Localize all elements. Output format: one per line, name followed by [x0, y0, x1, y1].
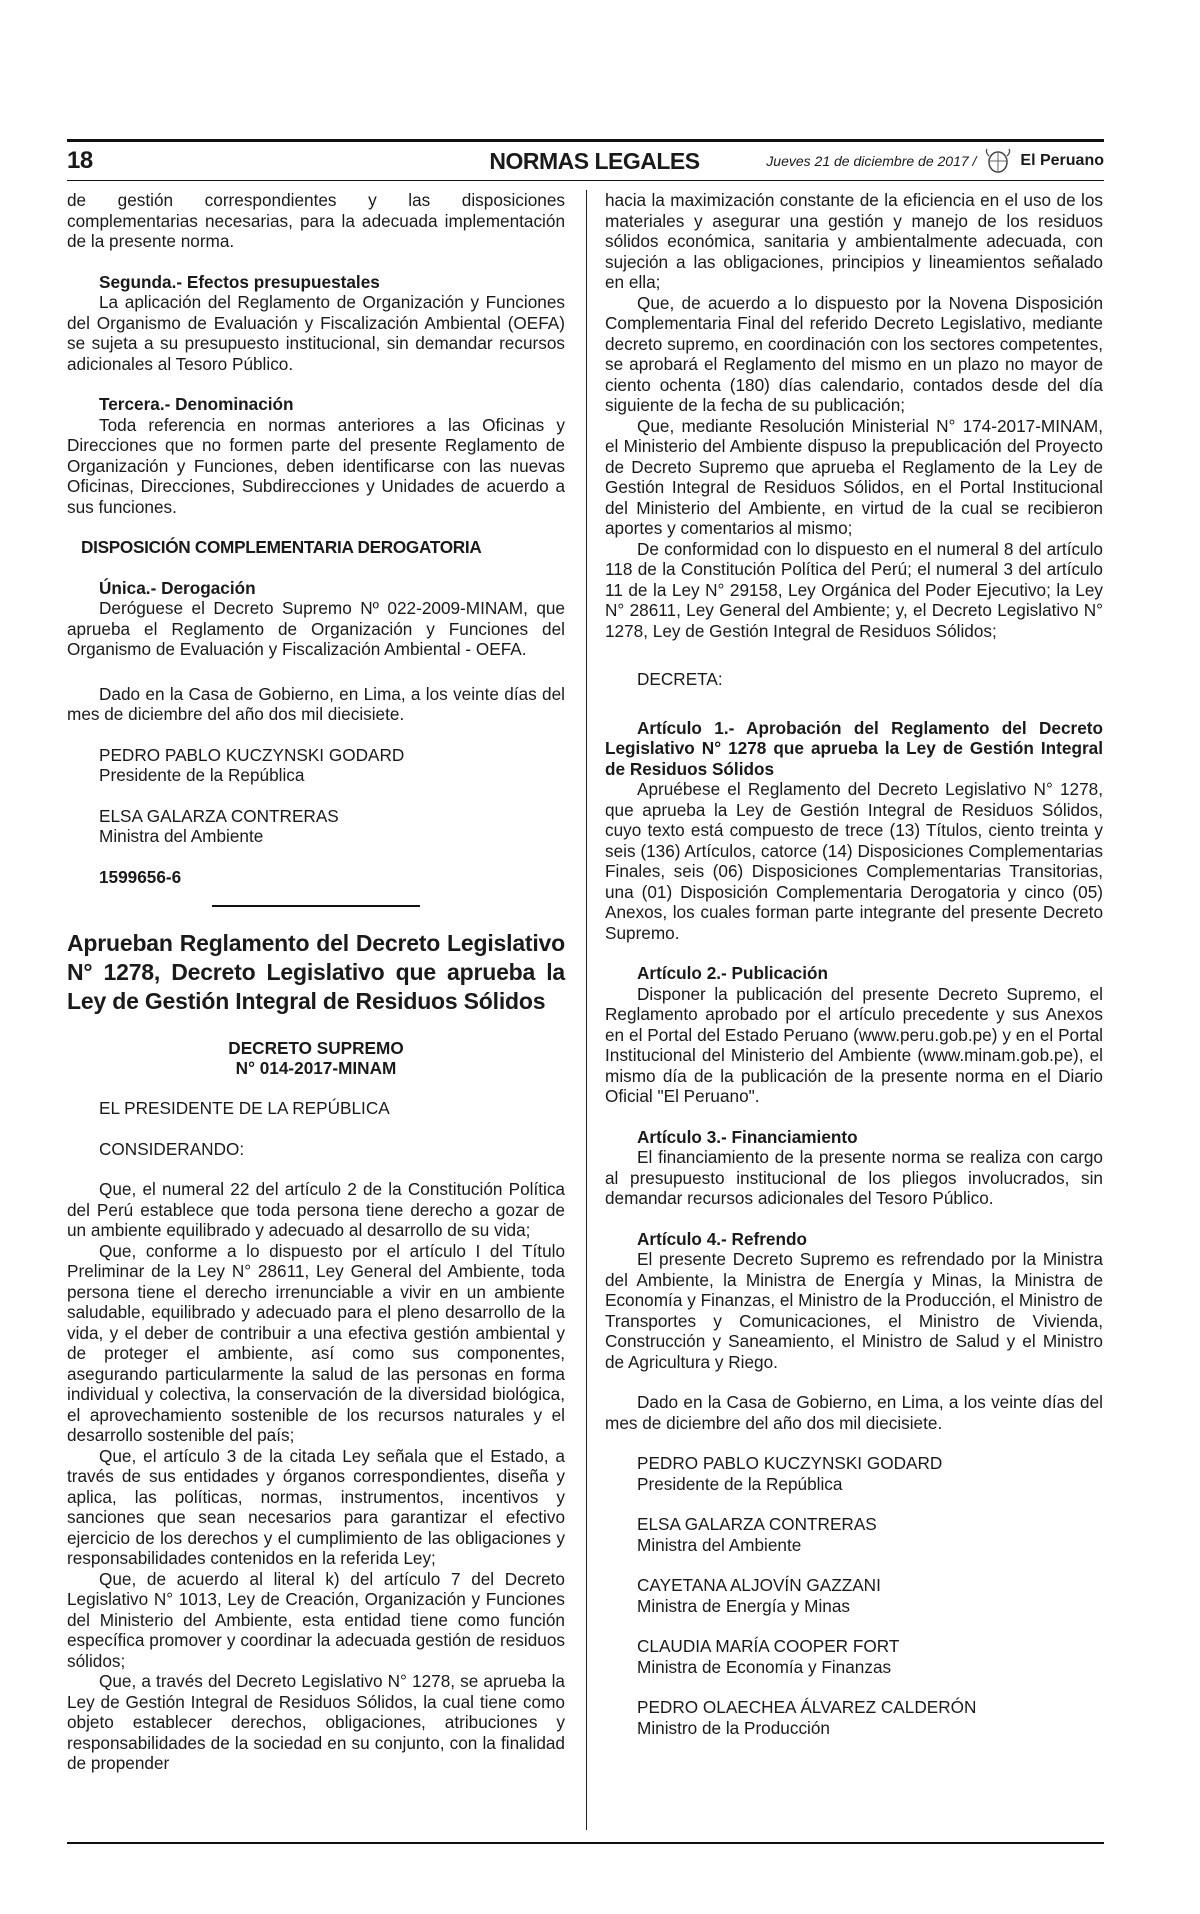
recital-paragraph: Que, el artículo 3 de la citada Ley señala que el Estado, a través de sus entidades y órganos correspondientes, diseña y aplica, las políticas, normas, instrumentos, incentivos y sanciones que sean necesarios para garantizar el efectivo ejercicio de los derechos y el cumplimiento de las obligaciones y responsabilidades contenidos en la referida Ley; [67, 1445, 565, 1568]
considerando-heading: CONSIDERANDO: [99, 1138, 245, 1159]
signatory-role: Presidente de la República [99, 765, 305, 785]
article-4-text: El presente Decreto Supremo es refrendado por la Ministra del Ambiente, la Ministra de Energía y Minas, la Ministra de Economía y Finanzas, el Ministro de la Producción, el Ministro de Transportes y Comunicaciones, el Ministro de Vivienda, Construcción y Saneamiento, el Ministro de Salud y el Ministro de Agricultura y Riego. [605, 1249, 1103, 1372]
article-2-text: Disponer la publicación del presente Decreto Supremo, el Reglamento aprobado por el artículo precedente y sus Anexos en el Portal del Estado Peruano (www.peru.gob.pe) y en el Portal Institucional del Ministerio del Ambiente (www.minam.gob.pe), el mismo día de la publicación de la presente norma en el Diario Oficial "El Peruano". [605, 983, 1103, 1106]
header-top-rule [67, 139, 1104, 142]
signatory-role: Presidente de la República [637, 1473, 843, 1494]
header-bottom-rule [67, 180, 1104, 181]
article-4-title: Artículo 4.- Refrendo [637, 1228, 807, 1249]
section-title: NORMAS LEGALES [489, 147, 700, 174]
footer-rule [67, 1842, 1104, 1844]
signatory-role: Ministra del Ambiente [637, 1534, 802, 1555]
page-header [67, 146, 1104, 176]
continued-paragraph: de gestión correspondientes y las disposiciones complementarias necesarias, para la adecuada implementación de la presente norma. [67, 190, 565, 251]
article-3-text: El financiamiento de la presente norma se realiza con cargo al presupuesto institucional de los pliegos involucrados, sin demandar recursos adicionales del Tesoro Público. [605, 1147, 1103, 1208]
issuer-heading: EL PRESIDENTE DE LA REPÚBLICA [99, 1098, 390, 1118]
signatory-name: PEDRO OLAECHEA ÁLVAREZ CALDERÓN [637, 1697, 977, 1717]
recital-paragraph: Que, de acuerdo al literal k) del artículo 7 del Decreto Legislativo N° 1013, Ley de Creación, Organización y Funciones del Ministerio del Ambiente, esta entidad tiene como función específica promover y coordinar la adecuada gestión de residuos sólidos; [67, 1568, 565, 1671]
signatory-role: Ministra del Ambiente [99, 826, 264, 846]
article-2-title: Artículo 2.- Publicación [637, 963, 829, 983]
provision-text-tercera: Toda referencia en normas anteriores a las Oficinas y Direcciones que no formen parte del presente Reglamento de Organización y Funciones, deben identificarse con las nuevas Oficinas, Direcciones, Subdirecciones y Unidades de acuerdo a sus funciones. [67, 414, 565, 517]
signatory-role: Ministro de la Producción [637, 1717, 830, 1738]
signatory-name: PEDRO PABLO KUCZYNSKI GODARD [99, 744, 405, 765]
provision-text-unica: Deróguese el Decreto Supremo Nº 022-2009-MINAM, que aprueba el Reglamento de Organización y Funciones del Organismo de Evaluación y Fiscalización Ambiental - OEFA. [67, 598, 565, 659]
right-column [605, 190, 1103, 1738]
closing-paragraph: Dado en la Casa de Gobierno, en Lima, a los veinte días del mes de diciembre del año dos mil diecisiete. [67, 683, 565, 724]
provision-heading-tercera: Tercera.- Denominación [99, 394, 294, 414]
left-column [67, 190, 565, 1774]
decree-type: DECRETO SUPREMO [228, 1038, 404, 1058]
document-code: 1599656-6 [99, 866, 182, 887]
signatory-name: ELSA GALARZA CONTRERAS [99, 805, 339, 826]
recital-paragraph: Que, mediante Resolución Ministerial N° 174-2017-MINAM, el Ministerio del Ambiente dispuso la prepublicación del Proyecto de Decreto Supremo que aprueba el Reglamento de la Ley de Gestión Integral de Residuos Sólidos, en el Portal Institucional del Ministerio del Ambiente, en virtud de la cual se recibieron aportes y comentarios al mismo; [605, 415, 1103, 538]
article-1-title: Artículo 1.- Aprobación del Reglamento del Decreto Legislativo N° 1278 que aprueba la Ley de Gestión Integral de Residuos Sólidos [605, 717, 1103, 779]
closing-paragraph: Dado en la Casa de Gobierno, en Lima, a los veinte días del mes de diciembre del año dos mil diecisiete. [605, 1392, 1103, 1433]
legal-basis-paragraph: De conformidad con lo dispuesto en el numeral 8 del artículo 118 de la Constitución Política del Perú; el numeral 3 del artículo 11 de la Ley N° 29158, Ley Orgánica del Poder Ejecutivo; la Ley N° 28611, Ley General del Ambiente; y, el Decreto Legislativo N° 1278, Ley de Gestión Integral de Residuos Sólidos; [605, 538, 1103, 641]
provision-heading-segunda: Segunda.- Efectos presupuestales [99, 271, 380, 292]
signatory-name: CAYETANA ALJOVÍN GAZZANI [637, 1575, 881, 1595]
recital-paragraph: Que, de acuerdo a lo dispuesto por la Novena Disposición Complementaria Final del referido Decreto Legislativo, mediante decreto supremo, en coordinación con los sectores competentes, se aprobará el Reglamento del mismo en un plazo no mayor de ciento ochenta (180) días calendario, contados desde del día siguiente de la fecha de su publicación; [605, 292, 1103, 415]
norm-title: Aprueban Reglamento del Decreto Legislativo N° 1278, Decreto Legislativo que aprueba la Ley de Gestión Integral de Residuos Sólidos [67, 930, 565, 1014]
decree-number: N° 014-2017-MINAM [235, 1058, 397, 1078]
signatory-name: PEDRO PABLO KUCZYNSKI GODARD [637, 1453, 943, 1473]
section-separator [212, 905, 420, 907]
header-masthead [766, 148, 1104, 174]
recital-paragraph: hacia la maximización constante de la eficiencia en el uso de los materiales y asegurar una gestión y manejo de los residuos sólidos económica, sanitaria y ambientalmente adecuada, con sujeción a las obligaciones, principios y lineamientos señalado en ella; [605, 190, 1103, 292]
decreta-heading: DECRETA: [637, 669, 723, 689]
recital-paragraph: Que, a través del Decreto Legislativo N° 1278, se aprueba la Ley de Gestión Integral de Residuos Sólidos, la cual tiene como objeto establecer derechos, obligaciones, atribuciones y responsabilidades de la sociedad en su conjunto, con la finalidad de propender [67, 1671, 565, 1773]
publication-name: El Peruano [1020, 152, 1104, 169]
article-3-title: Artículo 3.- Financiamiento [637, 1126, 858, 1147]
recital-paragraph: Que, el numeral 22 del artículo 2 de la Constitución Política del Perú establece que toda persona tiene derecho a gozar de un ambiente equilibrado y adecuado al desarrollo de su vida; [67, 1179, 565, 1240]
article-1-text: Apruébese el Reglamento del Decreto Legislativo N° 1278, que aprueba la Ley de Gestión Integral de Residuos Sólidos, cuyo texto está compuesto de trece (13) Títulos, ciento treinta y seis (136) Artículos, catorce (14) Disposiciones Complementarias Finales, seis (06) Disposiciones Complementarias Transitorias, una (01) Disposición Complementaria Derogatoria y cinco (05) Anexos, los cuales forman parte integrante del presente Decreto Supremo. [605, 779, 1103, 943]
provision-heading-unica: Única.- Derogación [99, 577, 256, 598]
signatory-role: Ministra de Economía y Finanzas [637, 1656, 892, 1677]
signatory-name: CLAUDIA MARÍA COOPER FORT [637, 1636, 900, 1656]
coat-of-arms-icon [984, 148, 1012, 174]
recital-paragraph: Que, conforme a lo dispuesto por el artículo I del Título Preliminar de la Ley N° 28611, Ley General del Ambiente, toda persona tiene el derecho irrenunciable a vivir en un ambiente saludable, equilibrado y adecuado para el pleno desarrollo de la vida, y el deber de contribuir a una efectiva gestión ambiental y de proteger el ambiente, así como sus componentes, asegurando particularmente la salud de las personas en forma individual y colectiva, la conservación de la diversidad biológica, el aprovechamiento sostenible de los recursos naturales y el desarrollo sostenible del país; [67, 1240, 565, 1445]
page-number: 18 [67, 147, 93, 174]
issue-date: Jueves 21 de diciembre de 2017 / [766, 153, 977, 169]
derogatory-section-heading: DISPOSICIÓN COMPLEMENTARIA DEROGATORIA [81, 537, 482, 557]
signatory-name: ELSA GALARZA CONTRERAS [637, 1514, 877, 1534]
column-divider [586, 190, 587, 1830]
signatory-role: Ministra de Energía y Minas [637, 1595, 851, 1616]
provision-text-segunda: La aplicación del Reglamento de Organización y Funciones del Organismo de Evaluación y Fiscalización Ambiental (OEFA) se sujeta a su presupuesto institucional, sin demandar recursos adicionales al Tesoro Público. [67, 292, 565, 374]
